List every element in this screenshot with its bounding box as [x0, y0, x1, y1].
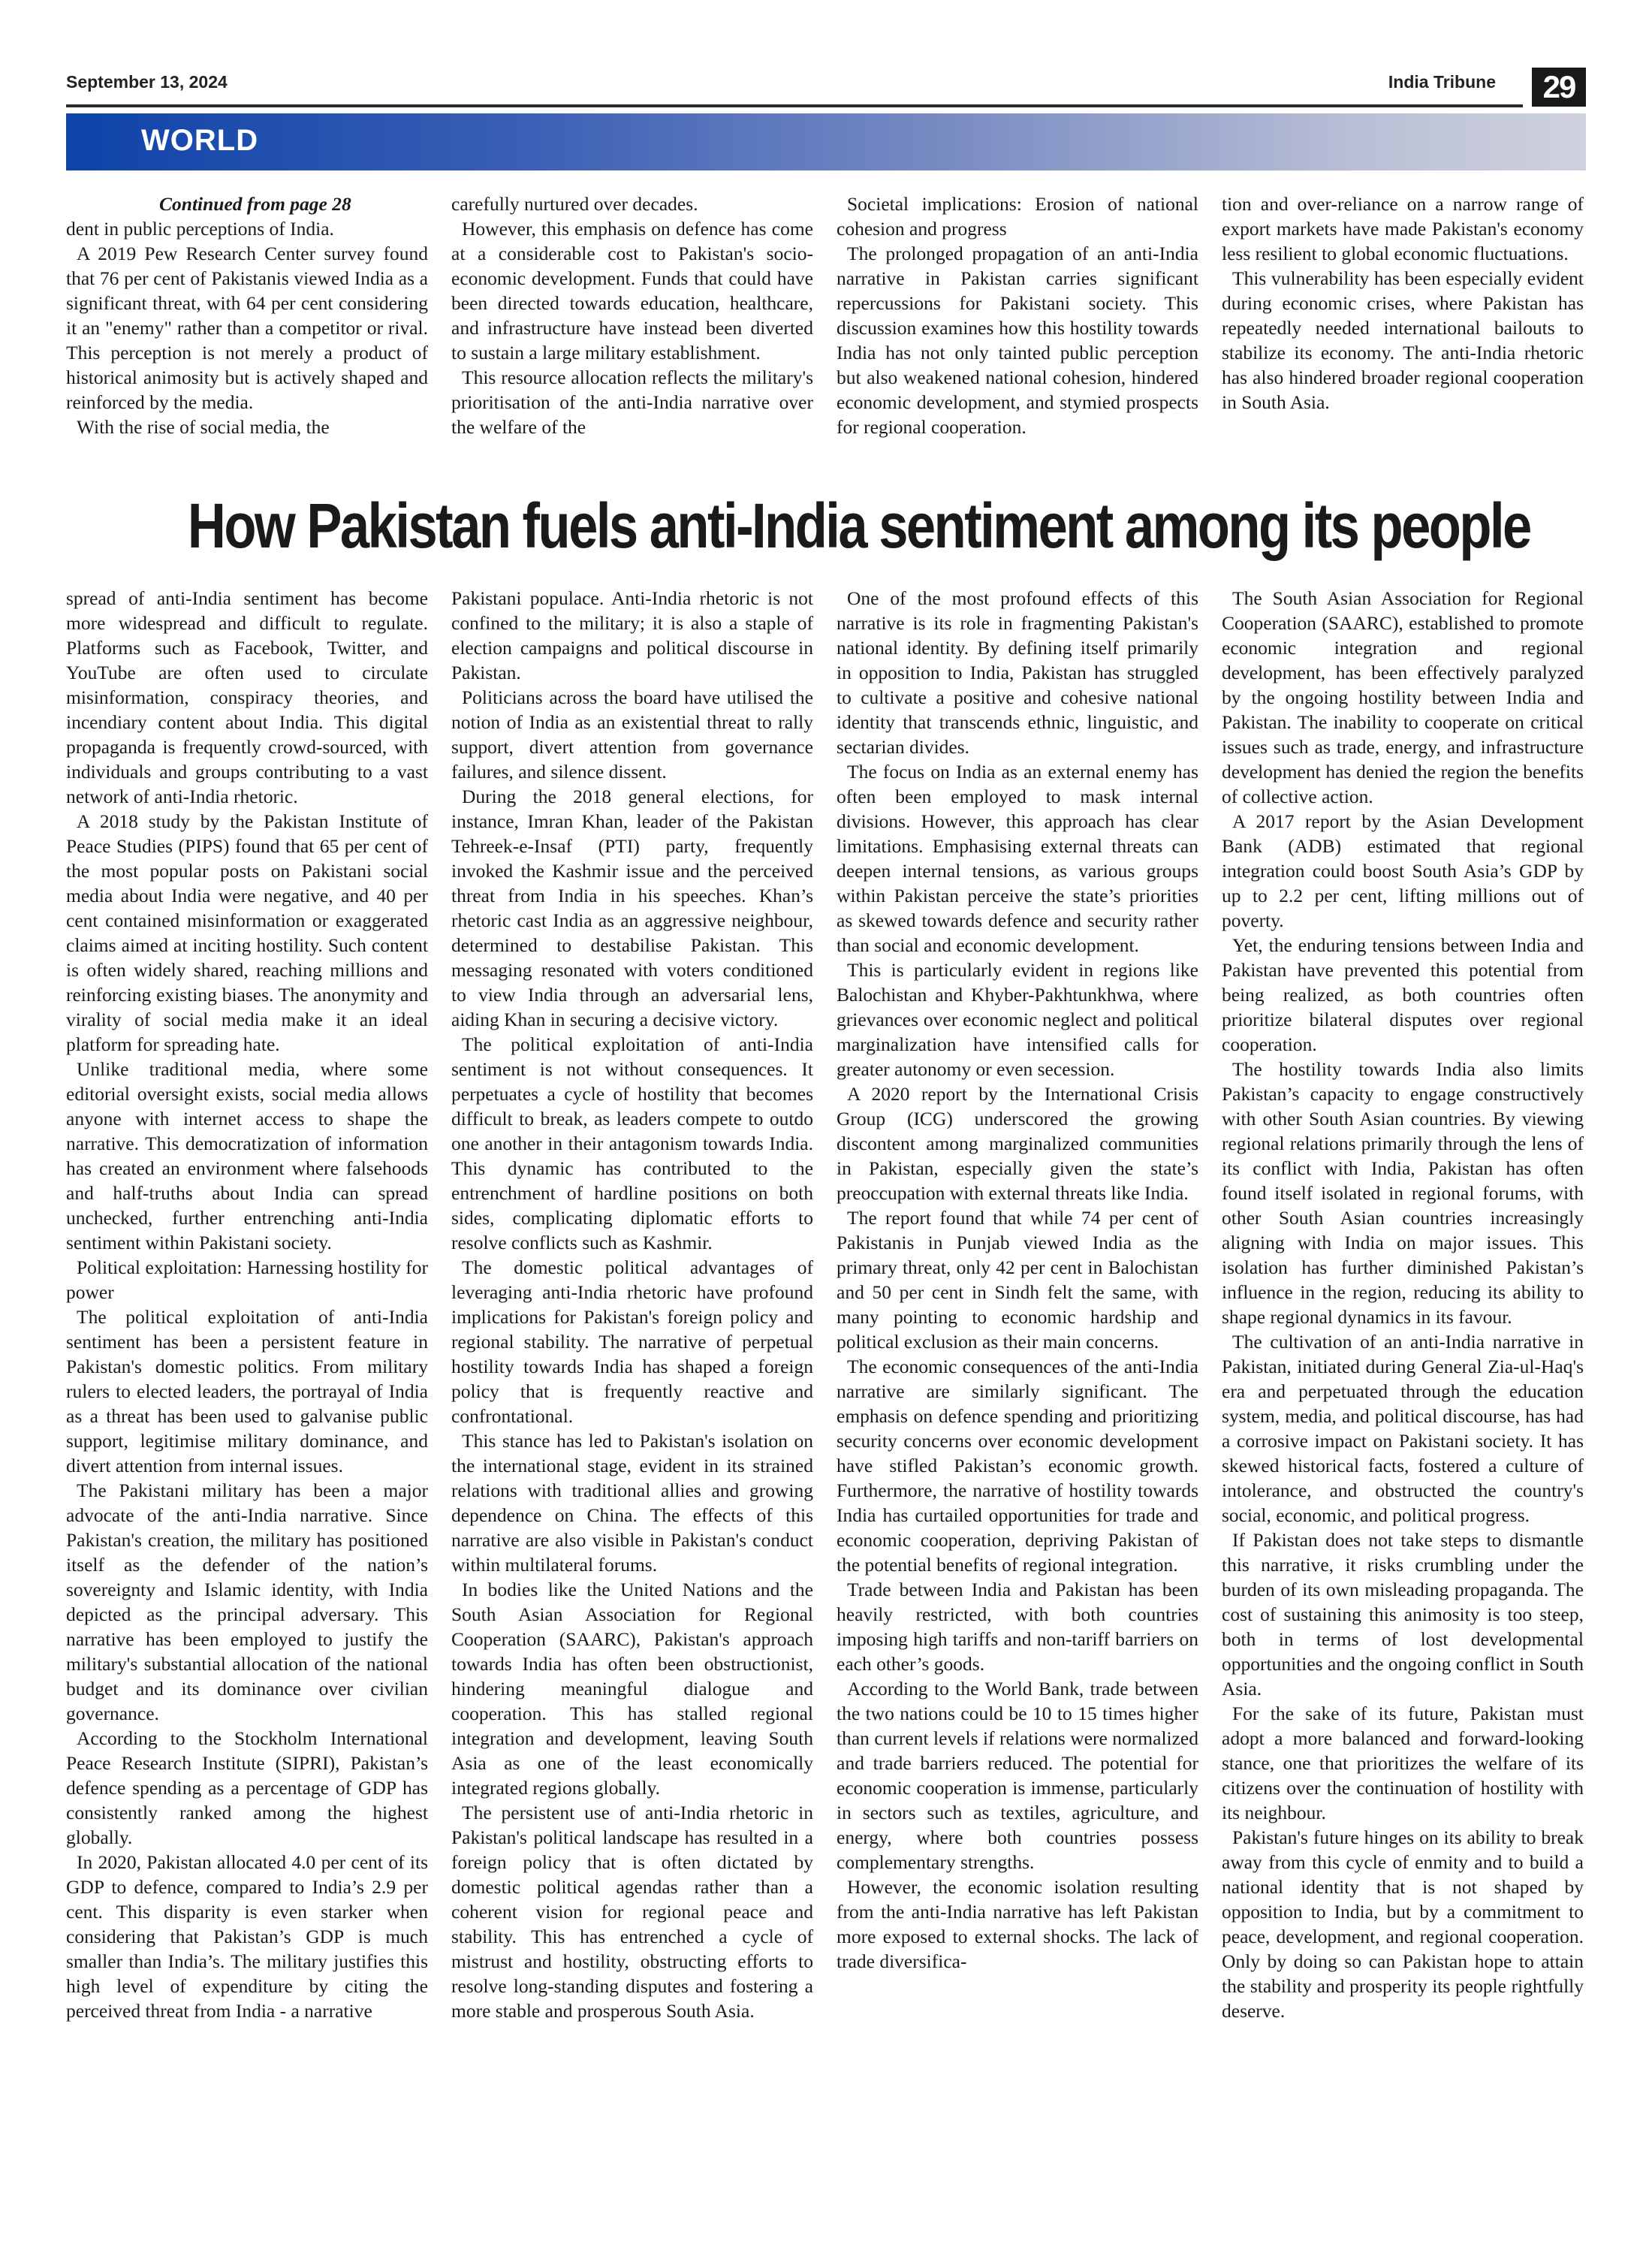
- paragraph: tion and over-reliance on a narrow range of export markets have made Pakistan's economy less resilient to global economic fluctuations.: [1222, 193, 1584, 264]
- top-column-1: [66, 192, 428, 462]
- paragraph: spread of anti-India sentiment has become more widespread and difficult to regulate. Platforms such as Facebook, Twitter, and YouTube are often used to circulate misinformation, conspiracy theories, and incendiary content about India. This digital propaganda is frequently crowd-sourced, with individuals and groups contributing to a vast network of anti-India rhetoric.: [66, 587, 428, 807]
- paragraph: The hostility towards India also limits Pakistan’s capacity to engage constructively with other South Asian countries. By viewing regional relations primarily through the lens of its conflict with India, Pakistan has often found itself isolated in regional forums, with other South Asian countries increasingly aligning with India on major issues. This isolation has further diminished Pakistan’s influence in the region, reducing its ability to shape regional dynamics in its favour.: [1222, 1058, 1584, 1328]
- paragraph: A 2020 report by the International Crisis Group (ICG) underscored the growing discontent among marginalized communities in Pakistan, especially given the state’s preoccupation with external threats like India.: [837, 1083, 1198, 1204]
- paragraph: This resource allocation reflects the military's prioritisation of the anti-India narrative over the welfare of the: [451, 366, 813, 438]
- top-column-4: [1222, 192, 1584, 462]
- paragraph: A 2018 study by the Pakistan Institute of Peace Studies (PIPS) found that 65 per cent of the most popular posts on Pakistani social media about India were negative, and 40 per cent contained misinformation or exaggerated claims aimed at inciting hostility. Such content is often widely shared, reaching millions and reinforcing existing biases. The anonymity and virality of social media make it an ideal platform for spreading hate.: [66, 810, 428, 1055]
- section-label: WORLD: [141, 124, 259, 157]
- paragraph: The prolonged propagation of an anti-India narrative in Pakistan carries significant repercussions for Pakistani society. This discussion examines how this hostility towards India has not only tainted public perception but also weakened national cohesion, hindered economic development, and stymied prospects for regional cooperation.: [837, 243, 1198, 438]
- paragraph: During the 2018 general elections, for instance, Imran Khan, leader of the Pakistan Tehreek-e-Insaf (PTI) party, frequently invoked the Kashmir issue and the perceived threat from India in his speeches. Khan’s rhetoric cast India as an aggressive neighbour, determined to destabilise Pakistan. This messaging resonated with voters conditioned to view India through an adversarial lens, aiding Khan in securing a decisive victory.: [451, 786, 813, 1030]
- paragraph: Pakistan's future hinges on its ability to break away from this cycle of enmity and to build a national identity that is not shaped by opposition to India, but by a commitment to peace, development, and regional cooperation. Only by doing so can Pakistan hope to attain the stability and prosperity its people rightfully deserve.: [1222, 1826, 1584, 2022]
- paragraph: The focus on India as an external enemy has often been employed to mask internal divisions. However, this approach has clear limitations. Emphasising external threats can deepen internal tensions, as various groups within Pakistan perceive the state’s priorities as skewed towards defence and security rather than social and economic development.: [837, 761, 1198, 956]
- top-column-3: [837, 192, 1198, 462]
- paragraph: A 2019 Pew Research Center survey found that 76 per cent of Pakistanis viewed India as a significant threat, with 64 per cent considering it an "enemy" rather than a competitor or rival. This perception is not merely a product of historical animosity but is actively shaped and reinforced by the media.: [66, 243, 428, 413]
- paragraph: The cultivation of an anti-India narrative in Pakistan, initiated during General Zia-ul-Haq's era and perpetuated through the education system, media, and political discourse, has had a corrosive impact on Pakistani society. It has skewed historical facts, fostered a culture of intolerance, and obstructed the country's social, economic, and political progress.: [1222, 1331, 1584, 1526]
- paragraph: The domestic political advantages of leveraging anti-India rhetoric have profound implications for Pakistan's foreign policy and regional stability. The narrative of perpetual hostility towards India has shaped a foreign policy that is frequently reactive and confrontational.: [451, 1256, 813, 1427]
- paragraph: In 2020, Pakistan allocated 4.0 per cent of its GDP to defence, compared to India’s 2.9 per cent. This disparity is even starker when considering that Pakistan’s GDP is much smaller than India’s. The military justifies this high level of expenditure by citing the perceived threat from India - a narrative: [66, 1851, 428, 2022]
- paragraph: For the sake of its future, Pakistan must adopt a more balanced and forward-looking stance, one that prioritizes the welfare of its citizens over the continuation of hostility with its neighbour.: [1222, 1703, 1584, 1823]
- bottom-column-4: [1222, 586, 1584, 2193]
- paragraph: One of the most profound effects of this narrative is its role in fragmenting Pakistan's national identity. By defining itself primarily in opposition to India, Pakistan has struggled to cultivate a positive and cohesive national identity that transcends ethnic, linguistic, and sectarian divides.: [837, 587, 1198, 758]
- paragraph: This is particularly evident in regions like Balochistan and Khyber-Pakhtunkhwa, where grievances over economic neglect and political marginalization have intensified calls for greater autonomy or even secession.: [837, 959, 1198, 1080]
- bottom-column-2: [451, 586, 813, 2193]
- paragraph: The Pakistani military has been a major advocate of the anti-India narrative. Since Pakistan's creation, the military has positioned itself as the defender of the nation’s sovereignty and Islamic identity, with India depicted as the principal adversary. This narrative has been employed to justify the military's substantial allocation of the national budget and its dominance over civilian governance.: [66, 1479, 428, 1724]
- continued-from-label: Continued from page 28: [159, 193, 351, 215]
- paragraph: According to the Stockholm International Peace Research Institute (SIPRI), Pakistan’s defence spending as a percentage of GDP has consistently ranked among the highest globally.: [66, 1727, 428, 1848]
- section-banner: [66, 113, 1586, 170]
- paragraph: If Pakistan does not take steps to dismantle this narrative, it risks crumbling under the burden of its own misleading propaganda. The cost of sustaining this animosity is too steep, both in terms of lost developmental opportunities and the ongoing conflict in South Asia.: [1222, 1529, 1584, 1700]
- paragraph: dent in public perceptions of India.: [66, 218, 334, 240]
- paragraph: Politicians across the board have utilised the notion of India as an existential threat to rally support, divert attention from governance failures, and silence dissent.: [451, 686, 813, 783]
- paragraph: However, this emphasis on defence has come at a considerable cost to Pakistan's socio-economic development. Funds that could have been directed towards education, healthcare, and infrastructure have instead been diverted to sustain a large military establishment.: [451, 218, 813, 363]
- bottom-column-1: [66, 586, 428, 2193]
- paragraph: Pakistani populace. Anti-India rhetoric is not confined to the military; it is also a staple of election campaigns and political discourse in Pakistan.: [451, 587, 813, 683]
- paragraph: However, the economic isolation resulting from the anti-India narrative has left Pakistan more exposed to external shocks. The lack of trade diversifica-: [837, 1876, 1198, 1972]
- paragraph: This stance has led to Pakistan's isolation on the international stage, evident in its strained relations with traditional allies and growing dependence on China. The effects of this narrative are also visible in Pakistan's conduct within multilateral forums.: [451, 1430, 813, 1576]
- paragraph: Trade between India and Pakistan has been heavily restricted, with both countries imposing high tariffs and non-tariff barriers on each other’s goods.: [837, 1579, 1198, 1675]
- paragraph: carefully nurtured over decades.: [451, 193, 698, 215]
- paragraph: The persistent use of anti-India rhetoric in Pakistan's political landscape has resulted in a foreign policy that is often dictated by domestic political agendas rather than a coherent vision for regional peace and stability. This has entrenched a cycle of mistrust and hostility, obstructing efforts to resolve long-standing disputes and fostering a more stable and prosperous South Asia.: [451, 1802, 813, 2022]
- paragraph: The economic consequences of the anti-India narrative are similarly significant. The emphasis on defence spending and prioritizing security concerns over economic development have stifled Pakistan’s economic growth. Furthermore, the narrative of hostility towards India has curtailed opportunities for trade and economic cooperation, depriving Pakistan of the potential benefits of regional integration.: [837, 1356, 1198, 1576]
- paragraph: With the rise of social media, the: [77, 416, 330, 438]
- header-rule: [66, 104, 1523, 107]
- page-number: 29: [1532, 68, 1586, 107]
- paragraph: The report found that while 74 per cent of Pakistanis in Punjab viewed India as the primary threat, only 42 per cent in Balochistan and 50 per cent in Sindh felt the same, with many pointing to economic hardship and political exclusion as their main concerns.: [837, 1207, 1198, 1353]
- issue-date: September 13, 2024: [66, 72, 228, 92]
- subheading: Political exploitation: Harnessing hostility for power: [66, 1256, 428, 1303]
- paragraph: The political exploitation of anti-India sentiment has been a persistent feature in Pakistan's domestic politics. From military rulers to elected leaders, the portrayal of India as a threat has been used to galvanise public support, legitimise military dominance, and divert attention from internal issues.: [66, 1306, 428, 1476]
- paragraph: The South Asian Association for Regional Cooperation (SAARC), established to promote economic integration and regional development, has been effectively paralyzed by the ongoing hostility between India and Pakistan. The inability to cooperate on critical issues such as trade, energy, and infrastructure development has denied the region the benefits of collective action.: [1222, 587, 1584, 807]
- paragraph: According to the World Bank, trade between the two nations could be 10 to 15 times higher than current levels if relations were normalized and trade barriers reduced. The potential for economic cooperation is immense, particularly in sectors such as textiles, agriculture, and energy, where both countries possess complementary strengths.: [837, 1678, 1198, 1873]
- paragraph: A 2017 report by the Asian Development Bank (ADB) estimated that regional integration could boost South Asia’s GDP by up to 2.2 per cent, lifting millions out of poverty.: [1222, 810, 1584, 931]
- publication-name: India Tribune: [1388, 72, 1496, 92]
- paragraph: Yet, the enduring tensions between India and Pakistan have prevented this potential from being realized, as both countries often prioritize bilateral disputes over regional cooperation.: [1222, 934, 1584, 1055]
- top-column-2: [451, 192, 813, 462]
- article-headline: How Pakistan fuels anti-India sentiment among its people: [187, 490, 1530, 561]
- paragraph: This vulnerability has been especially evident during economic crises, where Pakistan has repeatedly needed international bailouts to stabilize its economy. The anti-India rhetoric has also hindered broader regional cooperation in South Asia.: [1222, 267, 1584, 413]
- subheading: Societal implications: Erosion of national cohesion and progress: [837, 193, 1198, 240]
- bottom-column-3: [837, 586, 1198, 2193]
- paragraph: In bodies like the United Nations and the South Asian Association for Regional Cooperation (SAARC), Pakistan's approach towards India has often been obstructionist, hindering meaningful dialogue and cooperation. This has stalled regional integration and development, leaving South Asia as one of the least economically integrated regions globally.: [451, 1579, 813, 1799]
- page-header: [66, 68, 1586, 104]
- paragraph: Unlike traditional media, where some editorial oversight exists, social media allows anyone with internet access to shape the narrative. This democratization of information has created an environment where falsehoods and half-truths about India can spread unchecked, further entrenching anti-India sentiment within Pakistani society.: [66, 1058, 428, 1253]
- paragraph: The political exploitation of anti-India sentiment is not without consequences. It perpetuates a cycle of hostility that becomes difficult to break, as leaders compete to outdo one another in their antagonism towards India. This dynamic has contributed to the entrenchment of hardline positions on both sides, complicating diplomatic efforts to resolve conflicts such as Kashmir.: [451, 1033, 813, 1253]
